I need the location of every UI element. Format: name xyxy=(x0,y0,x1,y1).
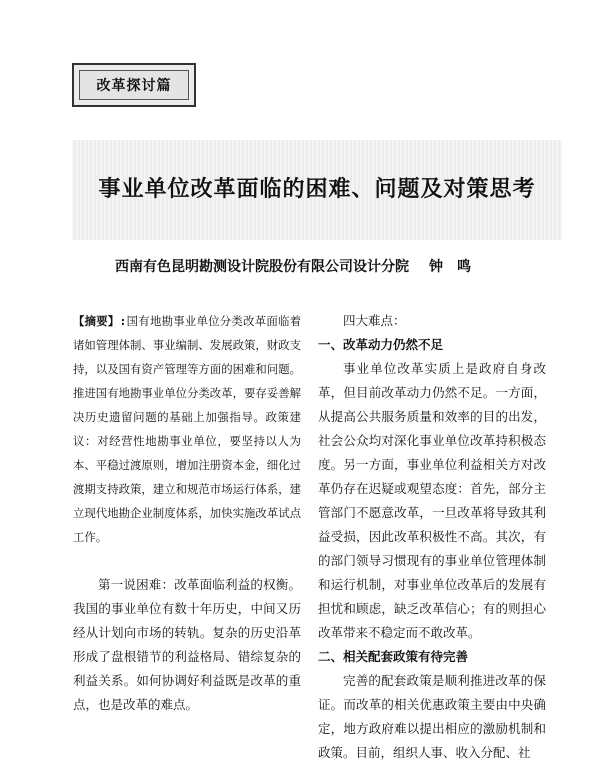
section-heading-1: 一、改革动力仍然不足 xyxy=(318,337,444,352)
abstract xyxy=(73,309,301,549)
right-column xyxy=(318,309,546,765)
byline xyxy=(0,256,600,276)
affiliation: 西南有色昆明勘测设计院股份有限公司设计分院 xyxy=(115,259,409,275)
section-heading-2: 二、相关配套政策有待完善 xyxy=(318,649,469,664)
abstract-text: 国有地勘事业单位分类改革面临着诸如管理体制、事业编制、发展政策，财政支持，以及国有资产管理等方面的困难和问题。推进国有地勘事业单位分类改革，要存妥善解决历史遗留问题的基础上加强指导。政策建议：对经营性地勘事业单位，要坚持以人为本、平稳过渡原则，增加注册资本金，细化过渡期支持政策，建立和规范市场运行体系，建立现代地勘企业制度体系，加快实施改革试点工作。 xyxy=(73,314,301,544)
body-paragraph: 事业单位改革实质上是政府自身改革，但目前改革动力仍然不足。一方面，从提高公共服务质量和效率的目的出发，社会公众均对深化事业单位改革持积极态度。另一方面，事业单位利益相关方对改革仍存在迟疑或观望态度：首先，部分主管部门不愿意改革，一旦改革将导致其利益受损，因此改革积极性不高。其次，有的部门领导习惯现有的事业单位管理体制和运行机制，对事业单位改革后的发展有担忧和顾虑，缺乏改革信心；有的则担心改革带来不稳定而不敢改革。 xyxy=(318,361,546,640)
section-tag: 改革探讨篇 xyxy=(79,70,189,100)
author-name: 钟鸣 xyxy=(429,259,485,275)
intro-line: 四大难点： xyxy=(343,313,406,328)
article-title: 事业单位改革面临的困难、问题及对策思考 xyxy=(98,176,536,202)
body-paragraph: 完善的配套政策是顺利推进改革的保证。而改革的相关优惠政策主要由中央确定，地方政府难以提出相应的激励机制和政策。目前，组织人事、收入分配、社 xyxy=(318,673,546,760)
abstract-label: 【摘要】: xyxy=(73,314,127,328)
section-tag-box xyxy=(72,63,196,107)
body-paragraph: 第一说困难：改革面临利益的权衡。我国的事业单位有数十年历史，中间又历经从计划向市场的转轨。复杂的历史沿革形成了盘根错节的利益格局、错综复杂的利益关系。如何协调好利益既是改革的重点，也是改革的难点。 xyxy=(73,577,301,712)
left-column xyxy=(73,309,301,717)
